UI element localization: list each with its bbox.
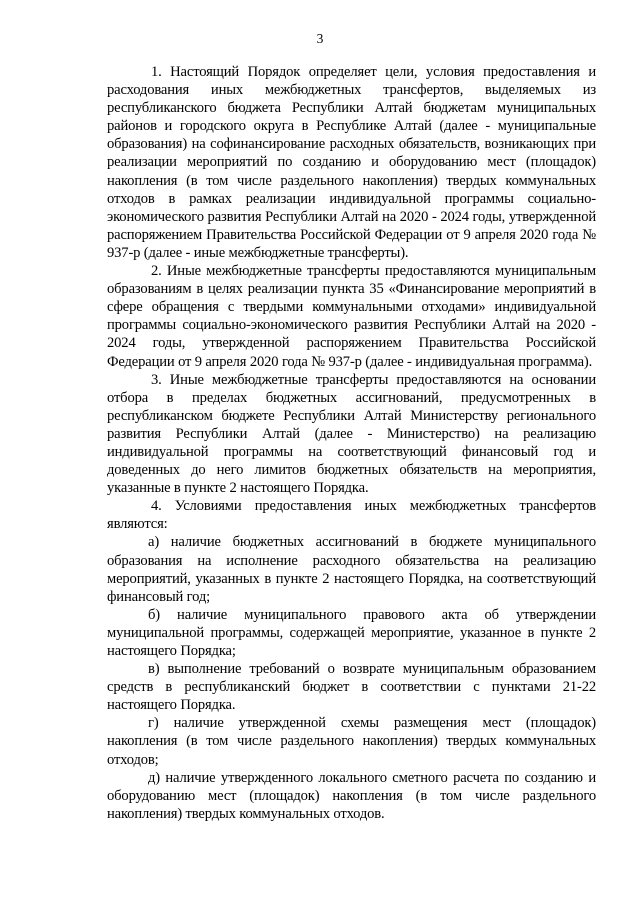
condition-v: в) выполнение требований о возврате муниципальным образованием средств в республиканский бюджет в соответствии с пунктами 21-22 настоящего Порядка.	[107, 661, 596, 714]
paragraph-3: 3. Иные межбюджетные трансферты предоставляются на основании отбора в пределах бюджетных ассигнований, предусмотренных в республиканском бюджете Республики Алтай Министерству регионального развития Республики Алтай (далее - Министерство) на реализацию индивидуальной программы на соответствующий финансовый год и доведенных до него лимитов бюджетных обязательств на мероприятия, указанные в пункте 2 настоящего Порядка.	[107, 371, 596, 497]
paragraph-2: 2. Иные межбюджетные трансферты предоставляются муниципальным образованиям в целях реализации пункта 35 «Финансирование мероприятий в сфере обращения с твердыми коммунальными отходами» индивидуальной программы социально-экономического развития Республики Алтай на 2020 - 2024 годы, утвержденной распоряжением Правительства Российской Федерации от 9 апреля 2020 года № 937-р (далее - индивидуальная программа).	[107, 263, 596, 370]
paragraph-1: 1. Настоящий Порядок определяет цели, условия предоставления и расходования иных межбюджетных трансфертов, выделяемых из республиканского бюджета Республики Алтай бюджетам муниципальных районов и городского округа в Республике Алтай (далее - муниципальные образования) на софинансирование расходных обязательств, возникающих при реализации мероприятий по созданию и оборудованию мест (площадок) накопления (в том числе раздельного накопления) твердых коммунальных отходов в рамках реализации индивидуальной программы социально-экономического развития Республики Алтай на 2020 - 2024 годы, утвержденной распоряжением Правительства Российской Федерации от 9 апреля 2020 года № 937-р (далее - иные межбюджетные трансферты).	[107, 64, 596, 261]
condition-g: г) наличие утвержденной схемы размещения мест (площадок) накопления (в том числе раздельного накопления) твердых коммунальных отходов;	[107, 715, 596, 768]
paragraph-4: 4. Условиями предоставления иных межбюджетных трансфертов являются:	[107, 498, 596, 533]
document-body	[107, 63, 596, 823]
condition-b: б) наличие муниципального правового акта об утверждении муниципальной программы, содержащей мероприятие, указанное в пункте 2 настоящего Порядка;	[107, 606, 596, 659]
condition-a: а) наличие бюджетных ассигнований в бюджете муниципального образования на исполнение расходного обязательства на реализацию мероприятий, указанных в пункте 2 настоящего Порядка, на соответствующий финансовый год;	[107, 534, 596, 605]
condition-d: д) наличие утвержденного локального сметного расчета по созданию и оборудованию мест (площадок) накопления (в том числе раздельного накопления) твердых коммунальных отходов.	[107, 769, 596, 822]
page-number: 3	[316, 31, 324, 46]
